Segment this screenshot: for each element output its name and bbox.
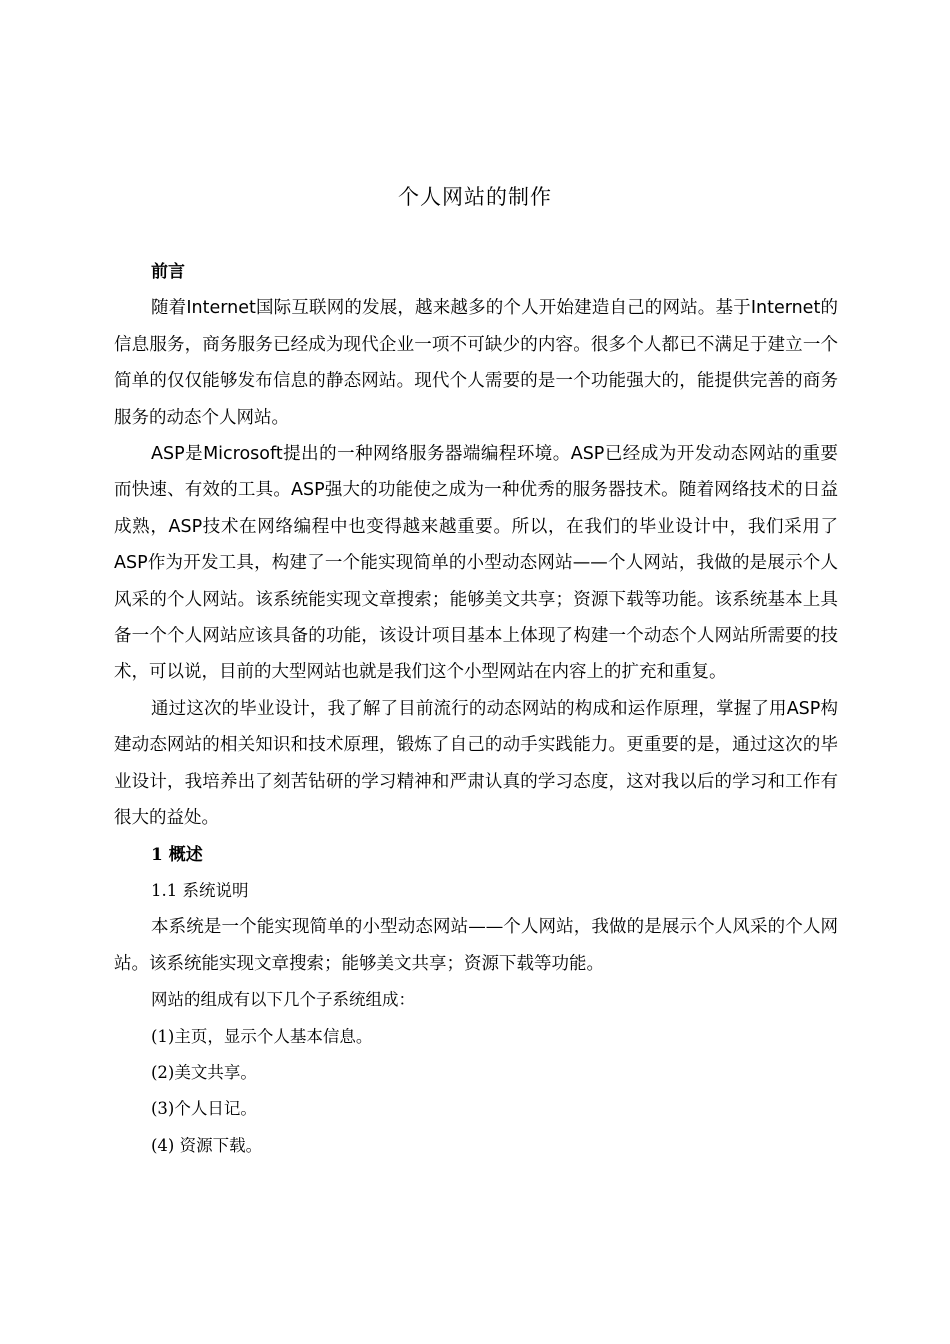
component-item-2: (2)美文共享。 bbox=[151, 1062, 257, 1082]
component-item-4: (4) 资源下载。 bbox=[151, 1135, 263, 1155]
section-1-1-paragraph: 本系统是一个能实现简单的小型动态网站——个人网站，我做的是展示个人风采的个人网站。该系统能实现文章搜索；能够美文共享；资源下载等功能。 bbox=[114, 917, 838, 974]
preface-paragraph-3: 通过这次的毕业设计，我了解了目前流行的动态网站的构成和运作原理，掌握了用ASP构建动态网站的相关知识和技术原理，锻炼了自己的动手实践能力。更重要的是，通过这次的毕业设计，我培养出了刻苦钻研的学习精神和严肃认真的学习态度，这对我以后的学习和工作有很大的益处。 bbox=[114, 698, 838, 829]
preface-paragraph-1: 随着Internet国际互联网的发展，越来越多的个人开始建造自己的网站。基于Internet的信息服务，商务服务已经成为现代企业一项不可缺少的内容。很多个人都已不满足于建立一个简单的仅仅能够发布信息的静态网站。现代个人需要的是一个功能强大的，能提供完善的商务服务的动态个人网站。 bbox=[114, 298, 838, 428]
section-1-1-heading: 1.1 系统说明 bbox=[151, 880, 249, 900]
preface-heading: 前言 bbox=[151, 262, 185, 282]
component-item-3: (3)个人日记。 bbox=[151, 1099, 257, 1119]
document-title: 个人网站的制作 bbox=[398, 185, 552, 209]
preface-paragraph-2: ASP是Microsoft提出的一种网络服务器端编程环境。ASP已经成为开发动态网站的重要而快速、有效的工具。ASP强大的功能使之成为一种优秀的服务器技术。随着网络技术的日益成熟，ASP技术在网络编程中也变得越来越重要。所以，在我们的毕业设计中，我们采用了ASP作为开发工具，构建了一个能实现简单的小型动态网站——个人网站，我做的是展示个人风采的个人网站。该系统能实现文章搜索；能够美文共享；资源下载等功能。该系统基本上具备一个个人网站应该具备的功能，该设计项目基本上体现了构建一个动态个人网站所需要的技术，可以说，目前的大型网站也就是我们这个小型网站在内容上的扩充和重复。 bbox=[114, 444, 838, 683]
components-intro: 网站的组成有以下几个子系统组成： bbox=[151, 990, 415, 1010]
component-item-1: (1)主页，显示个人基本信息。 bbox=[151, 1026, 373, 1046]
section-1-heading: 1 概述 bbox=[151, 844, 203, 865]
document-body bbox=[114, 254, 838, 1164]
